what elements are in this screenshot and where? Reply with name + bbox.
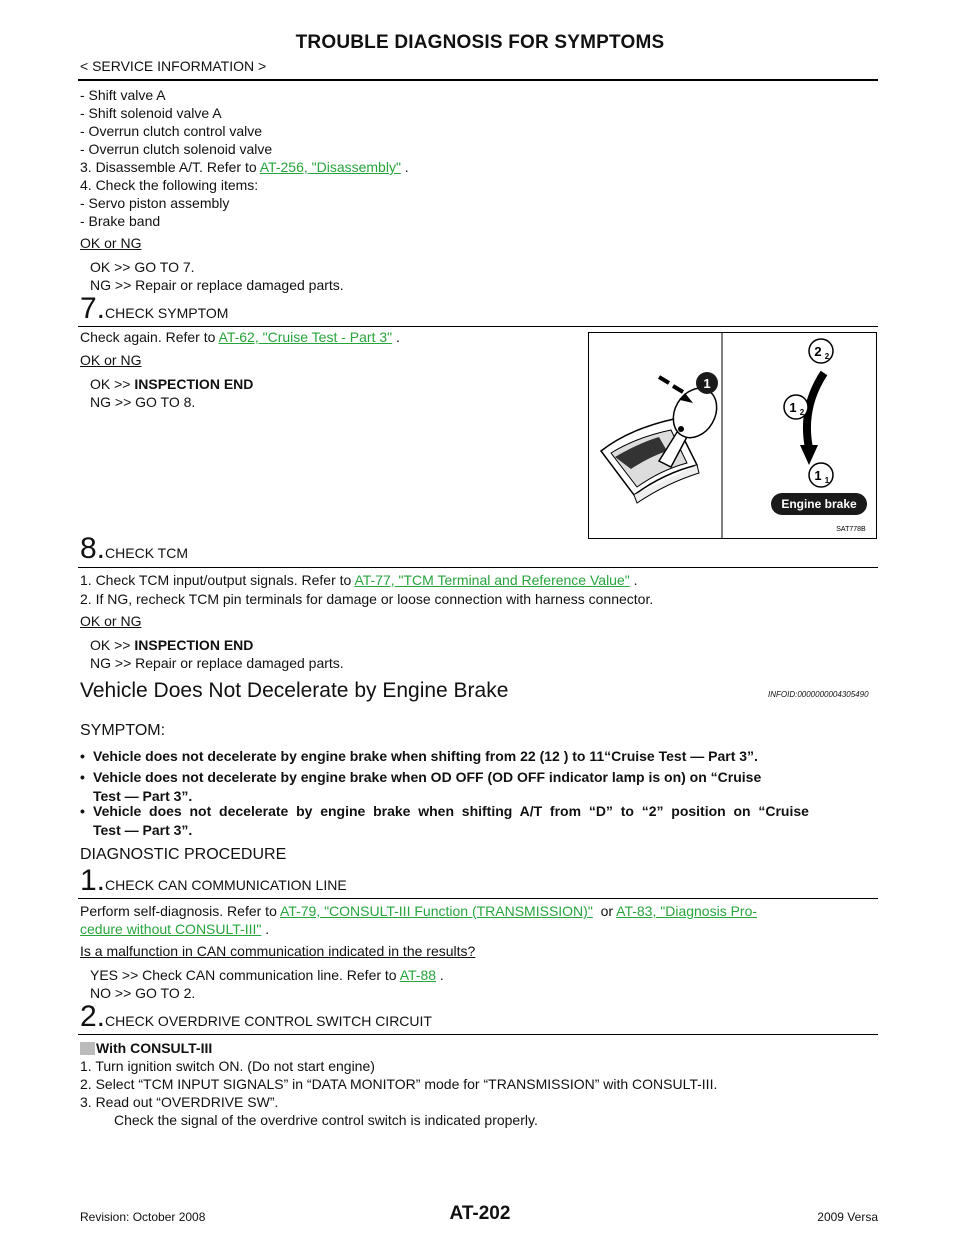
result-ok: OK >> GO TO 7. — [90, 259, 195, 275]
self-diagnosis-text-continued: cedure without CONSULT-III" . — [80, 921, 270, 937]
symptom-item-continued: Test — Part 3”. — [93, 788, 193, 804]
gear-1-2-label: 1 — [789, 400, 797, 415]
ok-ng-label: OK or NG — [80, 352, 142, 368]
footer-model: 2009 Versa — [817, 1210, 878, 1224]
check-tcm-step-2: 2. If NG, recheck TCM pin terminals for damage or loose connection with harness connector. — [80, 591, 654, 607]
engine-brake-label: Engine brake — [781, 497, 857, 511]
consult-step: 3. Read out “OVERDRIVE SW”. — [80, 1094, 279, 1110]
symptom-item: Vehicle does not decelerate by engine brake when shifting A/T from “D” to “2” position on “Cruise — [93, 803, 809, 819]
step-rule — [78, 898, 878, 899]
list-item: - Shift solenoid valve A — [80, 105, 222, 121]
header-rule — [78, 79, 878, 81]
section-title: Vehicle Does Not Decelerate by Engine Brake — [80, 679, 509, 702]
list-item: - Overrun clutch solenoid valve — [80, 141, 273, 157]
link-diagnosis-procedure-cont[interactable]: cedure without CONSULT-III" — [80, 921, 262, 937]
symptom-label: SYMPTOM: — [80, 722, 166, 739]
result-no: NO >> GO TO 2. — [90, 985, 196, 1001]
link-cruise-test[interactable]: AT-62, "Cruise Test - Part 3" — [218, 329, 393, 345]
step-rule — [78, 326, 878, 327]
list-item: - Shift valve A — [80, 87, 166, 103]
diagnostic-procedure-label: DIAGNOSTIC PROCEDURE — [80, 846, 287, 863]
list-item: - Servo piston assembly — [80, 195, 230, 211]
self-diagnosis-text: Perform self-diagnosis. Refer to AT-79, "CONSULT-III Function (TRANSMISSION)" or AT-83, "Diagnosis Pro- — [80, 903, 758, 919]
gear-2-label: 2 — [814, 344, 822, 359]
figure-illustration — [589, 333, 876, 538]
result-ok: OK >> INSPECTION END — [90, 637, 254, 653]
list-item: - Brake band — [80, 213, 161, 229]
symptom-bullet: • — [80, 769, 85, 785]
gear-1-1-label: 1 — [814, 468, 822, 483]
svg-text:2: 2 — [824, 352, 830, 361]
svg-text:2: 2 — [799, 408, 805, 417]
symptom-bullet: • — [80, 748, 85, 764]
consult-label: With CONSULT-III — [80, 1039, 212, 1057]
result-yes: YES >> Check CAN communication line. Refer to AT-88 . — [90, 967, 444, 983]
link-tcm-terminal[interactable]: AT-77, "TCM Terminal and Reference Value" — [354, 572, 630, 588]
step-3-disassemble: 3. Disassemble A/T. Refer to AT-256, "Disassembly" . — [80, 159, 409, 175]
info-id: INFOID:0000000004305490 — [768, 690, 869, 699]
result-ng: NG >> Repair or replace damaged parts. — [90, 277, 344, 293]
link-disassembly[interactable]: AT-256, "Disassembly" — [259, 159, 401, 175]
page-title: TROUBLE DIAGNOSIS FOR SYMPTOMS — [295, 32, 665, 53]
footer-revision: Revision: October 2008 — [80, 1210, 206, 1224]
consult-step: 1. Turn ignition switch ON. (Do not start engine) — [80, 1058, 375, 1074]
consult-step: 2. Select “TCM INPUT SIGNALS” in “DATA MONITOR” mode for “TRANSMISSION” with CONSULT-III. — [80, 1076, 718, 1092]
step-heading-8: 8.CHECK TCM — [80, 532, 188, 565]
symptom-bullet: • — [80, 803, 85, 819]
symptom-item: Vehicle does not decelerate by engine brake when shifting from 22 (12 ) to 11“Cruise Test — Part 3”. — [93, 748, 758, 764]
check-again-text: Check again. Refer to AT-62, "Cruise Test - Part 3" . — [80, 329, 400, 345]
symptom-item: Vehicle does not decelerate by engine brake when OD OFF (OD OFF indicator lamp is on) on “Cruise — [93, 769, 762, 785]
figure-code: SAT778B — [836, 526, 866, 533]
step-4-check: 4. Check the following items: — [80, 177, 259, 193]
step-rule — [78, 1034, 878, 1035]
consult-icon — [80, 1042, 95, 1055]
link-diagnosis-procedure[interactable]: AT-83, "Diagnosis Pro- — [616, 903, 758, 919]
list-item: - Overrun clutch control valve — [80, 123, 263, 139]
callout-1-label: 1 — [703, 376, 711, 391]
breadcrumb: < SERVICE INFORMATION > — [80, 58, 267, 74]
question-label: Is a malfunction in CAN communication indicated in the results? — [80, 943, 476, 959]
symptom-item-continued: Test — Part 3”. — [93, 822, 193, 838]
ok-ng-label: OK or NG — [80, 613, 142, 629]
link-consult-function[interactable]: AT-79, "CONSULT-III Function (TRANSMISSION)" — [279, 903, 593, 919]
step-heading-1: 1.CHECK CAN COMMUNICATION LINE — [80, 864, 347, 897]
step-rule — [78, 567, 878, 568]
check-tcm-step-1: 1. Check TCM input/output signals. Refer to AT-77, "TCM Terminal and Reference Value" . — [80, 572, 638, 588]
svg-text:1: 1 — [824, 476, 830, 485]
result-ok: OK >> INSPECTION END — [90, 376, 254, 392]
link-at-88[interactable]: AT-88 — [399, 967, 437, 983]
result-ng: NG >> Repair or replace damaged parts. — [90, 655, 344, 671]
consult-note: Check the signal of the overdrive control switch is indicated properly. — [114, 1112, 538, 1128]
ok-ng-label: OK or NG — [80, 235, 142, 251]
step-heading-7: 7.CHECK SYMPTOM — [80, 292, 229, 325]
page-number: AT-202 — [449, 1203, 511, 1224]
shift-lever-figure — [588, 332, 877, 539]
step-heading-2: 2.CHECK OVERDRIVE CONTROL SWITCH CIRCUIT — [80, 1000, 432, 1033]
result-ng: NG >> GO TO 8. — [90, 394, 196, 410]
